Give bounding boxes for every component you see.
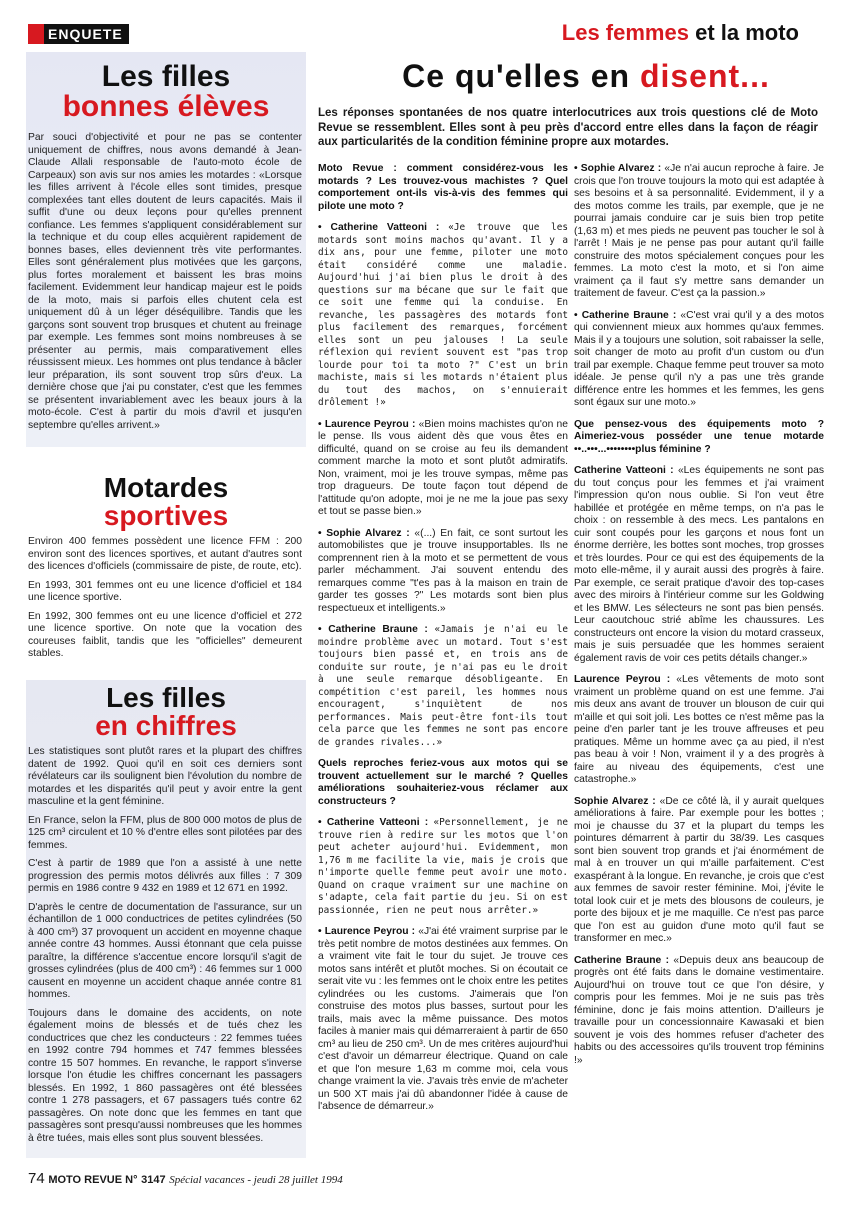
answer-text: «Je n'ai aucun reproche à faire. Je crois que l'on trouve toujours la moto qui est adaptée à ses besoins et à sa personnalité. Evidemment, il y a des motos comme les trails, par exemple, que je ne pourrai jamais conduire car je suis bien trop petite (1,63 m) et mes pieds ne peuvent pas toucher le sol à l'arrêt ! Mais je ne pense pas pour autant qu'il faille construire des motos spécialement conçues pour les femmes. La moto c'est la moto, et si l'on aime vraiment ça il faut s'y mettre sans demander un traitement de faveur. C'est ça la passion.» — [574, 163, 824, 299]
box-title-line2: en chiffres — [95, 710, 237, 741]
box-paragraph: Toujours dans le domaine des accidents, on note également moins de blessés et de tués chez les conductrices que chez les conducteurs : 22 femmes tuées en 1992 contre 794 hommes et 747 femmes blessées contre 15 507 hommes. En revanche, le rapport s'inverse lorsque l'on étudie les chiffres concernant les passagers blessés. En 1992, 1 860 passagères ont été blessées contre 1 278 passagers, et 67 passagers tués contre 62 passagères. On note donc que les femmes en tant que passagères sont presqu'aussi nombreuses que les hommes à être tuées, mais elles sont plus souvent blessées. — [28, 1007, 302, 1144]
interview-answer — [574, 955, 824, 1068]
title-part1: Ce qu'elles en — [402, 58, 631, 94]
interview-answer — [318, 624, 568, 749]
interview-answer — [318, 222, 568, 410]
box-title-line2: bonnes élèves — [62, 90, 270, 123]
interview-answer — [574, 163, 824, 301]
interview-answer — [574, 796, 824, 946]
section-rubric — [28, 24, 129, 44]
answer-speaker: • Catherine Braune : — [318, 624, 428, 635]
answer-text: «Les vêtements de moto sont vraiment un problème quand on est une femme. J'ai mis deux ans avant de trouver un blouson de cuir qui m'aille et qui soit joli. Les bottes ce n'est même pas la peine d'en parler tant je les trouve affreuses et peu pratiques. Même un homme avec ça au pied, il n'est pas beau à voir ! Non, vraiment il y a des progrès à faire au niveau des équipements, c'est une catastrophe.» — [574, 674, 824, 785]
box-title — [26, 466, 306, 530]
answer-speaker: Catherine Vatteoni : — [574, 465, 674, 476]
box-title-line2: sportives — [103, 500, 229, 531]
box-paragraph: Les statistiques sont plutôt rares et la plupart des chiffres datent de 1992. Quoi qu'il en soit ces derniers sont révélateurs car ils soulignent bien l'évolution du nombre de motardes et les disparités qu'il peut y avoir entre la gent masculine et la gent féminine. — [28, 746, 302, 807]
answer-speaker: • Catherine Vatteoni : — [318, 817, 429, 828]
answer-text: «Jamais je n'ai eu le moindre problème avec un motard. Tout s'est toujours bien passé et, en trois ans de conduite sur route, je n'ai pas eu le droit à une seule remarque désobligeante. En compétition c'est pareil, les hommes nous encouragent, s'inquiètent de nos performances. Mais peut-être font-ils tout cela parce que les femmes ne sont pas encore de grandes rivales...» — [318, 624, 568, 748]
interview-answer — [574, 310, 824, 410]
answer-speaker: • Sophie Alvarez : — [318, 527, 410, 539]
sidebar-box-bonnes-eleves — [26, 52, 306, 447]
answer-text: «De ce côté là, il y aurait quelques améliorations à faire. Par exemple pour les bottes ; moi je chausse du 37 et la plupart du temps les pointures démarrent à partir du 38/39. Les casques sont bien souvent trop grands et j'ai énormément de mal à en trouver un qui m'aille parfaitement. C'est exaspérant à la longue. En revanche, je crois que c'est aux femmes de savoir rester féminine. Moi, j'évite le total look cuir et je mets des blousons de couleurs, je porte des bijoux et je me maquille. Ce n'est pas parce que l'on est au guidon d'une moto qu'il faut se transformer en mec.» — [574, 795, 824, 944]
rubric-red-block — [28, 24, 44, 44]
box-title-line1: Les filles — [106, 682, 226, 713]
answer-speaker: Laurence Peyrou : — [574, 674, 671, 685]
interview-answer — [574, 465, 824, 665]
interview-answer — [318, 419, 568, 519]
box-title — [26, 52, 306, 122]
sidebar-box-en-chiffres — [26, 680, 306, 1158]
article-lede: Les réponses spontanées de nos quatre interlocutrices aux trois questions clé de Moto Revue se ressemblent. Elles sont à peu près d'accord entre elles dans la façon de réagir aux particularités de la condition féminine propre aux motardes. — [318, 107, 818, 148]
answer-text: «J'ai été vraiment surprise par le très petit nombre de motos destinées aux femmes. On a vraiment vite fait le tour du sujet. Je trouve ces motos sans intérêt et plutôt moches. Si on écoutait ce serait vite vu : les femmes ont le choix entre les petites cylindrées ou les customs. J'aimerais que l'on construise des motos plus basses, surtout pour les trails, mais avec la même puissance. Des motos faciles à manier mais qui démarreraient à partir de 650 cm³ au lieu de 250 cm³. Un de mes critères aujourd'hui c'est d'avoir un démarreur électrique. Quand on cale et que l'on mesure 1,63 m comme moi, cela vous change vraiment la vie. J'avais très envie de m'acheter un 500 XT mais j'ai dû abandonner l'idée à cause de l'absence de démarreur.» — [318, 926, 568, 1112]
answer-text: «C'est vrai qu'il y a des motos qui conviennent mieux aux hommes qu'aux femmes. Mais il y a toujours une solution, soit rabaisser la selle, soit changer de moto au profit d'un custom ou d'un trail par exemple. Chaque femme peut trouver sa moto idéale. Je pense qu'il n'y a pas une très grande différence entre les hommes et les femmes, les gens sont égaux sur une moto.» — [574, 309, 824, 408]
interview-answer — [318, 926, 568, 1114]
rubric-label: ENQUETE — [44, 24, 129, 44]
kicker-accent: Les femmes — [561, 20, 689, 45]
answer-speaker: • Laurence Peyrou : — [318, 926, 416, 937]
box-paragraph: En 1993, 301 femmes ont eu une licence d'officiel et 184 une licence sportive. — [28, 579, 302, 603]
interview-answer — [318, 817, 568, 917]
answer-text: «Les équipements ne sont pas du tout conçus pour les femmes et j'ai vraiment l'impression qu'on nous oublie. Si l'on veut être habillée et protégée en même temps, on n'a pas le choix : on ressemble à des mecs. Les pantalons en cuir sont coupés pour les garçons et nous font un énorme derrière, les bottes sont moches, trop grosses et très lourdes. Pour ce qui est des équipements de la moto elle-même, il y aurait aussi des progrès à faire. Par exemple, ce serait pratique d'avoir des top-cases avec des miroirs à l'intérieur comme sur les Goldwing et les BMW. Les sélecteurs ne sont pas bien pensés. Leur caoutchouc strié abîme les chaussures. Les constructeurs ont encore la vision du motard crasseux, mais je suis persuadée que les hommes seraient également ravis de voir ces petits détails changer.» — [574, 465, 824, 664]
box-body: Par souci d'objectivité et pour ne pas se contenter uniquement de chiffres, nous avons demandé à Jean-Claude Allali responsable de l'auto-moto école de Carpeaux) son avis sur nos amies les motardes : «Lorsque les filles arrivent à l'école elles sont timides, presque complexées tant elles doutent de leurs capacités. Mais il suffit d'une ou deux leçons pour qu'elles prennent confiance. Les femmes s'appliquent considérablement sur la technique et du coup elles acquièrent rapidement de bonnes bases, elles deviennent très vite performantes. Elles sont généralement plus motivées que les garçons, plus fortes moralement et baissent les bras moins facilement. Evidemment leur handicap majeur est le poids de la moto, mais si parfois elles chutent cela est uniquement dû à un léger déséquilibre. Tandis que les garçons sont souvent trop brusques et chutent au freinage par exemple. Les femmes sont moins nombreuses à se présenter au permis, mais comparativement elles réussissent mieux. Les hommes ont plus tendance à bâcler leur préparation, ils sont souvent trop sûrs d'eux. La dernière chose que j'ai pu constater, c'est que les femmes se présentent invariablement avec les beaux jours à la moto-école. C'est à partir du mois d'avril et jusqu'en septembre qu'elles arrivent.» — [28, 132, 302, 431]
box-paragraph: C'est à partir de 1989 que l'on a assisté à une nette progression des permis motos délivrés aux filles : 7 309 permis en 1986 contre 9 432 en 1989 et 12 671 en 1992. — [28, 858, 302, 894]
article-column-2 — [318, 163, 568, 1123]
article-column-3 — [574, 163, 824, 1076]
answer-speaker: • Laurence Peyrou : — [318, 418, 416, 430]
box-paragraph: En 1992, 300 femmes ont eu une licence d'officiel et 272 une licence sportive. On note que la vocation des coureuses faiblit, tandis que les "officielles" demeurent stables. — [28, 610, 302, 659]
page-footer — [28, 1170, 343, 1187]
answer-speaker: Catherine Braune : — [574, 954, 670, 966]
answer-text: «Bien moins machistes qu'on ne le pense. Ils vous aident dès que vous êtes en difficulté, quand on se croise au feu ils demandent comment marche la moto et sont plutôt admiratifs. Non, vraiment, moi je les trouve sympas, même pas trop dragueurs. De toute façon tout dépend de l'attitude qu'on adopte, moi je ne me la joue pas sexy et tout se passe bien.» — [318, 418, 568, 517]
kicker-rest: et la moto — [695, 20, 799, 45]
section-kicker — [562, 20, 799, 46]
answer-text: «Depuis deux ans beaucoup de progrès ont été faits dans le domaine vestimentaire. Aujourd'hui on trouve tout ce que l'on désire, y compris pour les femmes. Moi je ne suis pas très féminine, donc je fais moins attention. D'ailleurs je travaille pour un concessionnaire Kawasaki et bien souvent je vois des hommes refuser d'acheter des habits ou des accessoires qu'ils trouvent trop féminins !» — [574, 954, 824, 1066]
answer-text: «(...) En fait, ce sont surtout les automobilistes que je trouve insupportables. Ils ne comprennent rien à la moto et se permettent de vous parler méchamment. J'ai souvent entendu des remarques comme "t'es pas à la maison en train de garder tes gosses ?" Les motards sont bien plus respectueux et intelligents.» — [318, 527, 568, 614]
answer-speaker: • Catherine Braune : — [574, 309, 677, 321]
interview-question: Quels reproches feriez-vous aux motos qui se trouvent actuellement sur le marché ? Quelles améliorations souhaiteriez-vous réclamer aux constructeurs ? — [318, 758, 568, 807]
answer-text: «Personnellement, je ne trouve rien à redire sur les motos que l'on peut acheter aujourd'hui. Evidemment, mon 1,76 m me facilite la vie, mais je crois que n'importe quelle femme peut avoir une moto. Quand on craque vraiment sur une machine on s'adapte, cela fait partie du jeu. Si on est passionnée, rien ne peut nous arrêter.» — [318, 817, 568, 916]
article-title — [336, 58, 836, 95]
magazine-name: MOTO REVUE N° — [48, 1174, 138, 1186]
answer-speaker: • Sophie Alvarez : — [574, 163, 662, 174]
answer-speaker: Sophie Alvarez : — [574, 795, 656, 807]
issue-number: 3147 — [141, 1174, 166, 1186]
box-paragraph: En France, selon la FFM, plus de 800 000 motos de plus de 125 cm³ circulent et 10 % d'entre elles sont pilotées par des femmes. — [28, 814, 302, 851]
title-part2: disent... — [639, 58, 770, 94]
box-paragraph: Environ 400 femmes possèdent une licence FFM : 200 environ sont des licences sportives, et autant d'autres sont des licences d'officiels (commissaire de piste, de route, etc). — [28, 536, 302, 572]
issue-subtitle: Spécial vacances - jeudi 28 juillet 1994 — [169, 1174, 343, 1186]
box-title — [26, 680, 306, 740]
interview-question: Moto Revue : comment considérez-vous les motards ? Les trouvez-vous machistes ? Quel comportement ont-ils vis-à-vis des femmes qui pilote une moto ? — [318, 163, 568, 212]
answer-speaker: • Catherine Vatteoni : — [318, 222, 440, 233]
interview-answer — [574, 674, 824, 787]
box-title-line1: Motardes — [103, 472, 229, 503]
page-number: 74 — [28, 1170, 45, 1187]
answer-text: «Je trouve que les motards sont moins machos qu'avant. Il y a dix ans, pour une femme, piloter une moto était considéré comme une maladie. Aujourd'hui j'ai bien plus le droit à des questions sur ma bécane que sur le fait que ce soit une femme qui la conduise. En revanche, les passagères des motards font plus facilement des remarques, forcément elles sont un peu jalouses ! La seule réflexion qui revient souvent est "pas trop lourde pour toi ta moto ?" C'est un brin machiste, mais si les motards n'étaient plus du tout des machos, on s'ennuierait drôlement !» — [318, 222, 568, 408]
sidebar-box-motardes-sportives — [26, 466, 306, 664]
interview-answer — [318, 528, 568, 616]
box-title-line1: Les filles — [101, 60, 231, 93]
box-paragraph: D'après le centre de documentation de l'assurance, sur un échantillon de 1 000 conductrices de petites cylindrées (50 à 400 cm³) 37 provoquent un accident en moyenne chaque année contre 43 hommes. Aussi étonnant que cela puisse paraître, la différence s'accentue encore lorsqu'il s'agit de grosses cylindrées (plus de 400 cm³) : 46 femmes sur 1 000 causent en moyenne un accident chaque année contre 81 hommes. — [28, 901, 302, 1000]
interview-question: Que pensez-vous des équipements moto ? Aimeriez-vous posséder une tenue motarde ••..•••...••••••••plus féminine ? — [574, 418, 824, 455]
